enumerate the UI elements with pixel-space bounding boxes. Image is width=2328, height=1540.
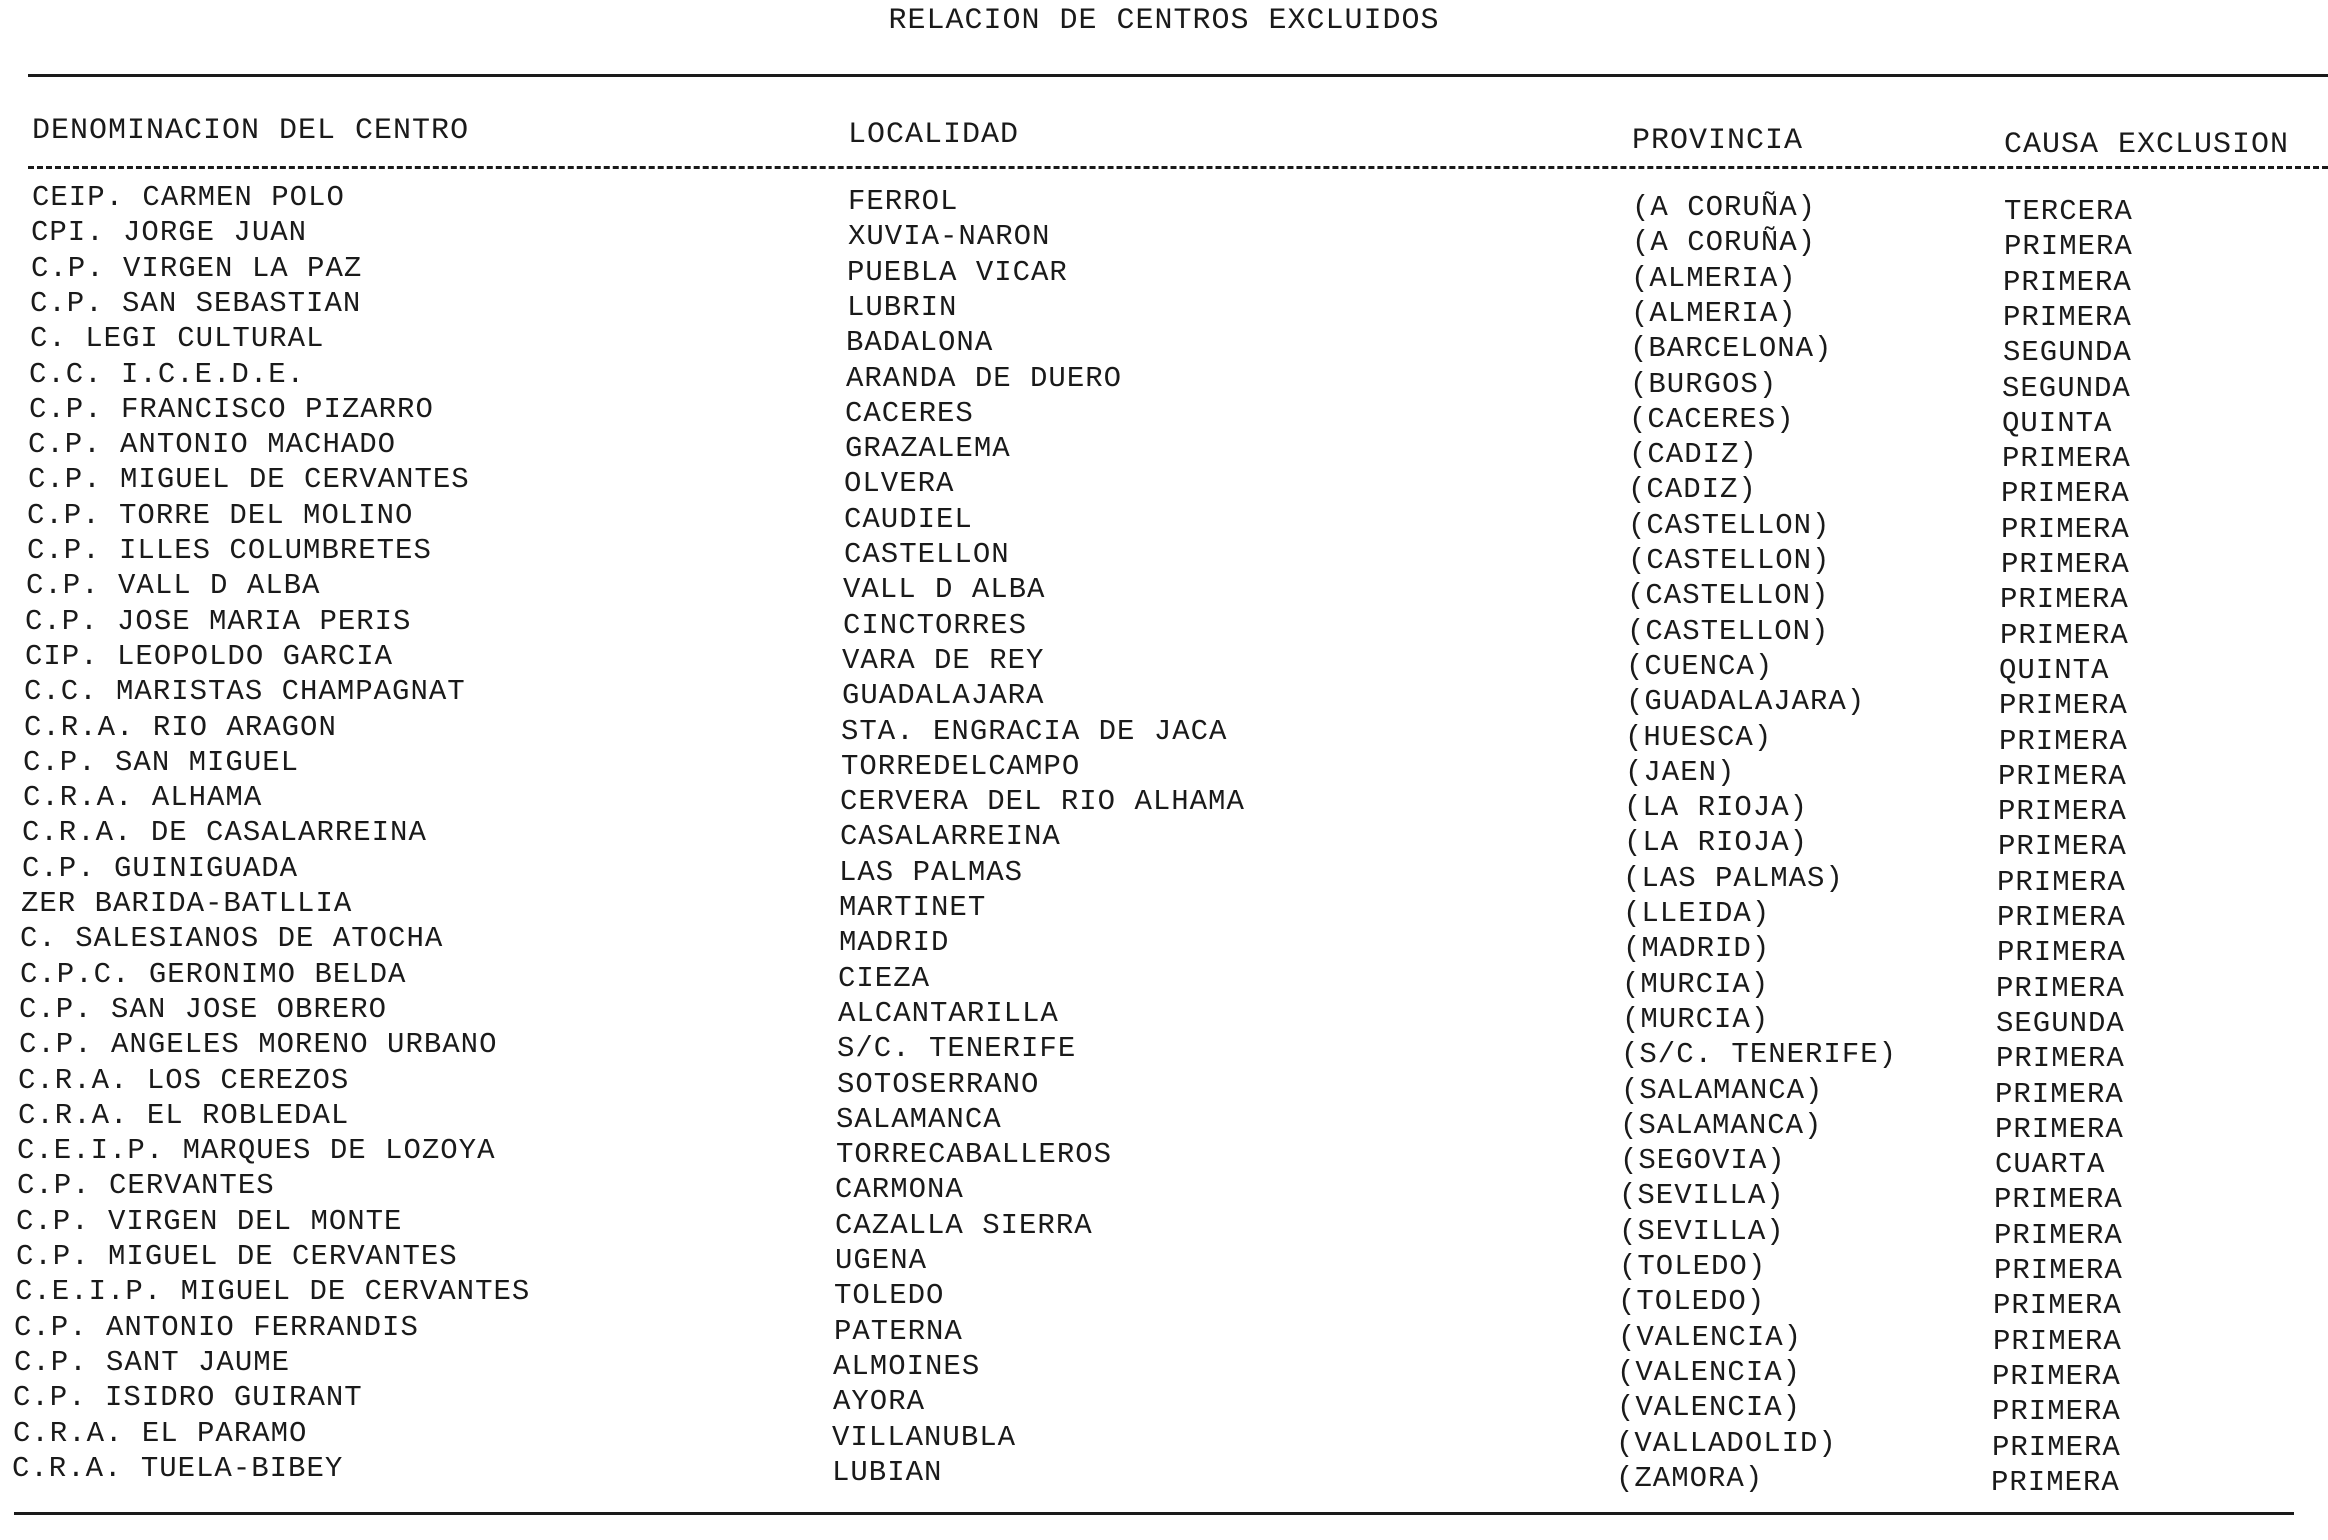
cell-localidad: PATERNA: [834, 1314, 963, 1348]
table-row: [0, 286, 2328, 334]
cell-denominacion: C. LEGI CULTURAL: [30, 322, 325, 356]
cell-localidad: STA. ENGRACIA DE JACA: [841, 714, 1228, 748]
cell-causa: QUINTA: [2002, 406, 2113, 440]
cell-provincia: (TOLEDO): [1618, 1285, 1766, 1319]
cell-denominacion: C.P. GUINIGUADA: [22, 851, 299, 885]
cell-provincia: (HUESCA): [1625, 720, 1773, 754]
cell-denominacion: CEIP. CARMEN POLO: [32, 181, 345, 214]
table-row: [0, 886, 2328, 934]
cell-provincia: (VALENCIA): [1617, 1391, 1802, 1425]
cell-localidad: BADALONA: [846, 326, 994, 360]
cell-localidad: XUVIA-NARON: [848, 220, 1051, 254]
cell-denominacion: C.P. CERVANTES: [17, 1169, 275, 1203]
cell-localidad: CAUDIEL: [844, 502, 973, 536]
table-row: [0, 1133, 2328, 1182]
table-row: [0, 1274, 2328, 1323]
cell-denominacion: C.P. VALL D ALBA: [26, 569, 321, 603]
cell-localidad: UGENA: [835, 1244, 928, 1277]
table-row: [0, 215, 2328, 264]
cell-denominacion: C.P. ANGELES MORENO URBANO: [19, 1028, 498, 1062]
table-row: [0, 851, 2328, 899]
cell-localidad: CAZALLA SIERRA: [835, 1208, 1093, 1242]
table-row: [0, 745, 2328, 793]
cell-causa: PRIMERA: [1999, 689, 2128, 723]
cell-provincia: (CASTELLON): [1627, 614, 1830, 648]
cell-localidad: LAS PALMAS: [839, 855, 1024, 889]
table-row: [0, 1380, 2328, 1429]
cell-causa: CUARTA: [1995, 1148, 2106, 1182]
cell-causa: PRIMERA: [1992, 1430, 2121, 1464]
cell-provincia: (CASTELLON): [1628, 508, 1831, 542]
table-row: [0, 321, 2328, 370]
cell-denominacion: C.R.A. ALHAMA: [23, 781, 263, 815]
cell-causa: PRIMERA: [2001, 548, 2130, 581]
cell-localidad: MADRID: [839, 926, 950, 960]
cell-denominacion: C.P. VIRGEN DEL MONTE: [16, 1204, 403, 1238]
cell-causa: PRIMERA: [1993, 1289, 2122, 1323]
table-row: [0, 1345, 2328, 1393]
cell-provincia: (CACERES): [1629, 402, 1795, 436]
cell-provincia: (CADIZ): [1628, 473, 1757, 507]
cell-localidad: MARTINET: [839, 891, 987, 924]
cell-denominacion: C.P. JOSE MARIA PERIS: [25, 604, 412, 638]
cell-provincia: (ALMERIA): [1631, 296, 1797, 330]
top-rule: [28, 74, 2328, 77]
table-row: [0, 427, 2328, 476]
cell-denominacion: C.R.A. EL PARAMO: [13, 1416, 308, 1450]
table-row: [0, 462, 2328, 511]
cell-denominacion: C.R.A. DE CASALARREINA: [22, 816, 427, 850]
header-provincia: PROVINCIA: [1632, 124, 1804, 158]
cell-causa: PRIMERA: [1998, 759, 2127, 793]
cell-localidad: ALMOINES: [833, 1349, 981, 1383]
table-row: [0, 251, 2328, 299]
table-row: [0, 992, 2328, 1040]
cell-causa: TERCERA: [2004, 195, 2133, 228]
table-row: [0, 1027, 2328, 1076]
cell-causa: PRIMERA: [2003, 300, 2132, 334]
table-row: [0, 674, 2328, 723]
cell-denominacion: C.P. SAN MIGUEL: [23, 745, 300, 779]
cell-denominacion: C.P. ANTONIO FERRANDIS: [14, 1310, 419, 1344]
cell-provincia: (LAS PALMAS): [1623, 861, 1844, 895]
cell-provincia: (SALAMANCA): [1621, 1073, 1824, 1107]
cell-causa: PRIMERA: [1998, 830, 2127, 864]
cell-localidad: GUADALAJARA: [842, 679, 1045, 713]
table-row: [0, 815, 2328, 864]
cell-provincia: (A CORUÑA): [1632, 226, 1817, 260]
cell-denominacion: C.P. FRANCISCO PIZARRO: [29, 392, 434, 426]
cell-provincia: (SEVILLA): [1619, 1179, 1785, 1213]
page-title: RELACION DE CENTROS EXCLUIDOS: [888, 4, 1440, 38]
cell-denominacion: C.P. TORRE DEL MOLINO: [27, 498, 414, 532]
table-body: [0, 180, 2328, 1500]
cell-causa: PRIMERA: [1994, 1183, 2123, 1217]
table-row: [0, 1310, 2328, 1358]
cell-causa: PRIMERA: [1994, 1254, 2123, 1287]
cell-causa: PRIMERA: [1993, 1324, 2122, 1358]
cell-provincia: (VALLADOLID): [1616, 1426, 1837, 1460]
table-row: [0, 1416, 2328, 1464]
cell-denominacion: C.C. MARISTAS CHAMPAGNAT: [24, 675, 466, 709]
cell-localidad: CASALARREINA: [840, 820, 1061, 854]
cell-provincia: (LLEIDA): [1623, 897, 1771, 930]
header-causa: CAUSA EXCLUSION: [2004, 128, 2290, 162]
cell-causa: PRIMERA: [1996, 1042, 2125, 1076]
cell-denominacion: C.P.C. GERONIMO BELDA: [20, 957, 407, 991]
cell-provincia: (VALENCIA): [1618, 1320, 1803, 1354]
cell-localidad: SALAMANCA: [836, 1102, 1002, 1136]
cell-provincia: (CUENCA): [1626, 649, 1774, 683]
cell-denominacion: C.E.I.P. MIGUEL DE CERVANTES: [15, 1275, 531, 1309]
table-row: [0, 498, 2328, 546]
cell-denominacion: C.P. SANT JAUME: [14, 1345, 291, 1379]
cell-denominacion: C.E.I.P. MARQUES DE LOZOYA: [17, 1134, 496, 1168]
table-row: [0, 710, 2328, 758]
table-row: [0, 533, 2328, 581]
cell-denominacion: ZER BARIDA-BATLLIA: [21, 887, 353, 920]
cell-causa: PRIMERA: [1996, 971, 2125, 1005]
cell-denominacion: CIP. LEOPOLDO GARCIA: [25, 639, 394, 673]
cell-provincia: (TOLEDO): [1619, 1250, 1767, 1283]
cell-denominacion: CPI. JORGE JUAN: [31, 216, 308, 250]
cell-localidad: GRAZALEMA: [845, 432, 1011, 466]
cell-localidad: ALCANTARILLA: [838, 996, 1059, 1030]
cell-localidad: CASTELLON: [844, 538, 1010, 571]
cell-denominacion: C. SALESIANOS DE ATOCHA: [20, 922, 444, 956]
cell-localidad: VILLANUBLA: [832, 1420, 1017, 1454]
cell-causa: PRIMERA: [1999, 724, 2128, 758]
cell-denominacion: C.P. VIRGEN LA PAZ: [31, 251, 363, 285]
cell-provincia: (SEGOVIA): [1620, 1144, 1786, 1178]
cell-localidad: TOLEDO: [834, 1279, 945, 1313]
cell-causa: PRIMERA: [1991, 1465, 2120, 1499]
table-row: [0, 921, 2328, 970]
cell-causa: PRIMERA: [2000, 583, 2129, 617]
header-localidad: LOCALIDAD: [848, 118, 1020, 152]
cell-localidad: CERVERA DEL RIO ALHAMA: [840, 785, 1245, 819]
header-denominacion: DENOMINACION DEL CENTRO: [32, 114, 470, 148]
cell-localidad: CACERES: [845, 396, 974, 430]
cell-denominacion: C.R.A. RIO ARAGON: [24, 710, 337, 744]
cell-causa: PRIMERA: [1992, 1395, 2121, 1429]
cell-causa: PRIMERA: [1995, 1112, 2124, 1146]
cell-localidad: TORREDELCAMPO: [841, 749, 1081, 783]
cell-causa: PRIMERA: [1998, 795, 2127, 829]
cell-localidad: LUBRIN: [847, 290, 958, 324]
table-row: [0, 1451, 2328, 1499]
cell-causa: PRIMERA: [2001, 477, 2130, 511]
cell-causa: PRIMERA: [1994, 1218, 2123, 1252]
cell-localidad: SOTOSERRANO: [837, 1067, 1040, 1101]
cell-causa: SEGUNDA: [2003, 336, 2132, 370]
cell-denominacion: C.R.A. TUELA-BIBEY: [12, 1451, 344, 1485]
table-row: [0, 568, 2328, 617]
cell-provincia: (CASTELLON): [1628, 544, 1831, 577]
cell-localidad: OLVERA: [844, 467, 955, 501]
cell-provincia: (SEVILLA): [1619, 1214, 1785, 1248]
cell-denominacion: C.R.A. EL ROBLEDAL: [18, 1098, 350, 1132]
cell-localidad: ARANDA DE DUERO: [846, 361, 1123, 395]
table-row: [0, 639, 2328, 687]
cell-denominacion: C.P. MIGUEL DE CERVANTES: [16, 1240, 458, 1273]
cell-provincia: (CADIZ): [1629, 438, 1758, 472]
header-dashed-rule: [28, 166, 2328, 169]
cell-denominacion: C.P. MIGUEL DE CERVANTES: [28, 463, 470, 497]
cell-causa: PRIMERA: [2000, 618, 2129, 652]
cell-causa: PRIMERA: [1997, 901, 2126, 934]
table-header: [0, 110, 2328, 160]
table-row: [0, 957, 2328, 1005]
table-row: [0, 1168, 2328, 1217]
cell-localidad: AYORA: [833, 1385, 926, 1419]
cell-localidad: VALL D ALBA: [843, 573, 1046, 607]
cell-localidad: CARMONA: [835, 1173, 964, 1207]
cell-denominacion: C.P. ILLES COLUMBRETES: [27, 534, 432, 567]
cell-denominacion: C.C. I.C.E.D.E.: [29, 357, 306, 391]
cell-provincia: (BARCELONA): [1630, 332, 1833, 366]
cell-causa: QUINTA: [1999, 653, 2110, 687]
cell-provincia: (GUADALAJARA): [1626, 685, 1866, 719]
cell-provincia: (LA RIOJA): [1624, 826, 1809, 860]
cell-provincia: (VALENCIA): [1617, 1355, 1802, 1389]
cell-localidad: CINCTORRES: [843, 608, 1028, 642]
cell-causa: PRIMERA: [2003, 265, 2132, 299]
table-row: [0, 357, 2328, 405]
table-row: [0, 780, 2328, 829]
cell-provincia: (ALMERIA): [1631, 261, 1797, 295]
table-row: [0, 1063, 2328, 1111]
cell-provincia: (MADRID): [1623, 932, 1771, 966]
cell-causa: PRIMERA: [1997, 865, 2126, 899]
cell-denominacion: C.P. ANTONIO MACHADO: [28, 428, 397, 462]
cell-provincia: (JAEN): [1625, 755, 1736, 789]
cell-provincia: (S/C. TENERIFE): [1621, 1038, 1898, 1072]
cell-provincia: (CASTELLON): [1627, 579, 1830, 613]
cell-causa: SEGUNDA: [2002, 371, 2131, 405]
cell-provincia: (ZAMORA): [1616, 1461, 1764, 1495]
cell-causa: PRIMERA: [1992, 1359, 2121, 1393]
cell-causa: PRIMERA: [1995, 1077, 2124, 1111]
cell-causa: PRIMERA: [2004, 230, 2133, 264]
cell-causa: PRIMERA: [2001, 512, 2130, 546]
cell-localidad: CIEZA: [838, 961, 931, 995]
table-row: [0, 1204, 2328, 1252]
cell-localidad: LUBIAN: [832, 1455, 943, 1489]
cell-causa: PRIMERA: [2002, 442, 2131, 476]
cell-provincia: (A CORUÑA): [1632, 191, 1817, 224]
cell-localidad: S/C. TENERIFE: [837, 1032, 1077, 1066]
bottom-rule: [14, 1512, 2294, 1515]
cell-localidad: TORRECABALLEROS: [836, 1138, 1113, 1172]
cell-causa: SEGUNDA: [1996, 1006, 2125, 1040]
cell-denominacion: C.P. SAN JOSE OBRERO: [19, 992, 388, 1026]
cell-localidad: PUEBLA VICAR: [847, 255, 1068, 289]
cell-denominacion: C.P. SAN SEBASTIAN: [30, 286, 362, 320]
cell-denominacion: C.P. ISIDRO GUIRANT: [13, 1381, 363, 1415]
cell-provincia: (MURCIA): [1622, 1002, 1770, 1036]
cell-localidad: FERROL: [848, 185, 959, 218]
cell-denominacion: C.R.A. LOS CEREZOS: [18, 1063, 350, 1097]
cell-provincia: (LA RIOJA): [1624, 791, 1809, 825]
cell-provincia: (BURGOS): [1630, 367, 1778, 401]
cell-causa: PRIMERA: [1997, 936, 2126, 970]
table-row: [0, 1239, 2328, 1287]
cell-provincia: (MURCIA): [1622, 967, 1770, 1001]
table-row: [0, 1098, 2328, 1146]
cell-localidad: VARA DE REY: [842, 643, 1045, 677]
table-row: [0, 604, 2328, 652]
table-row: [0, 180, 2328, 228]
table-row: [0, 392, 2328, 440]
cell-provincia: (SALAMANCA): [1620, 1108, 1823, 1142]
